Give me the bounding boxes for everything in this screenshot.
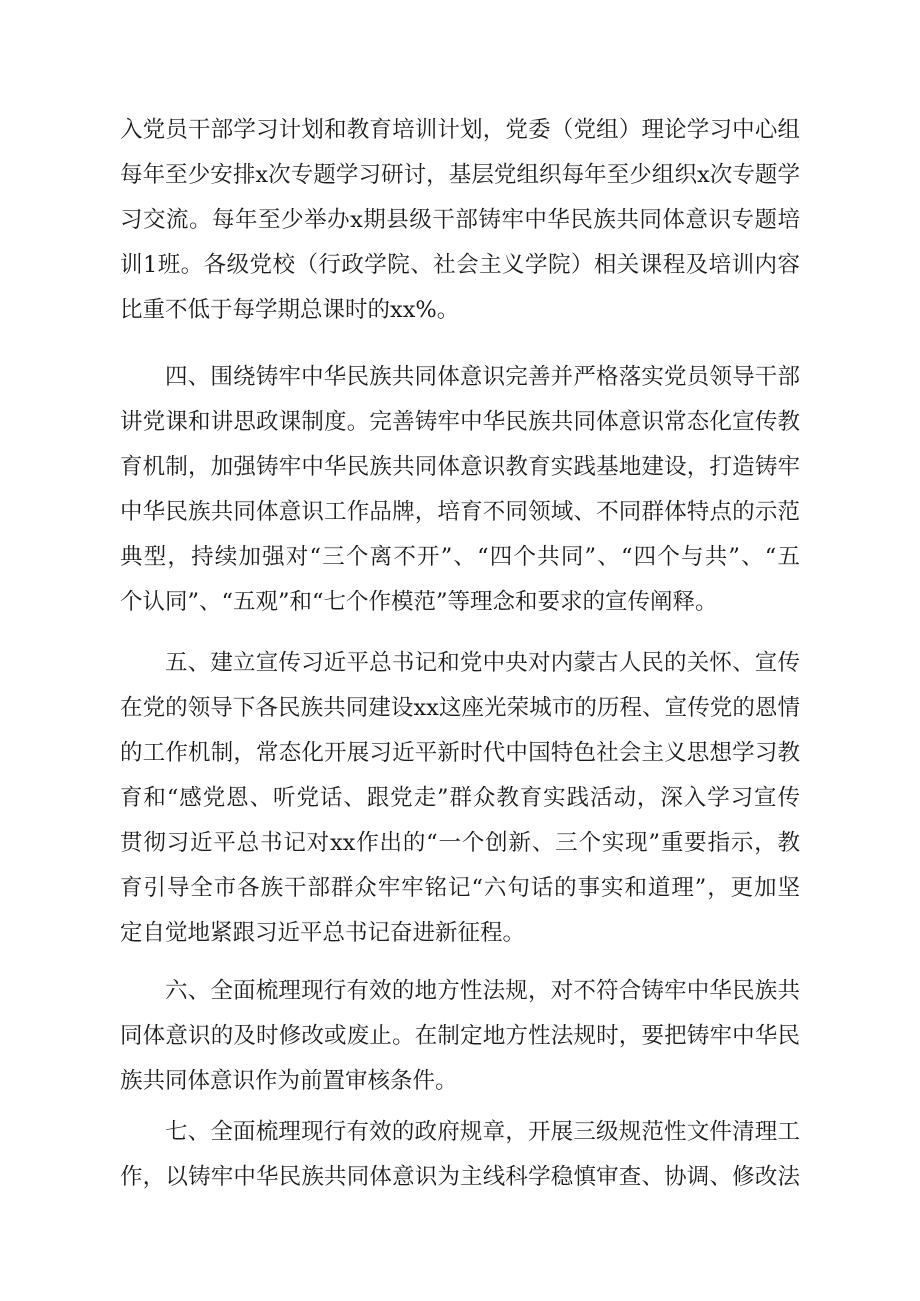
- text-line: 四、围绕铸牢中华民族共同体意识完善并严格落实党员领导干部: [165, 364, 800, 390]
- text-line: 每年至少安排x次专题学习研讨，基层党组织每年至少组织x次专题学: [120, 162, 800, 188]
- paragraph-6: [120, 969, 800, 1104]
- text-line: 族共同体意识作为前置审核条件。: [120, 1068, 458, 1094]
- text-line: 比重不低于每学期总课时的xx%。: [120, 297, 460, 323]
- paragraph-1: [120, 108, 800, 333]
- text-line: 训1班。各级党校（行政学院、社会主义学院）相关课程及培训内容: [120, 252, 800, 278]
- paragraph-4: [120, 355, 800, 625]
- text-line: 作，以铸牢中华民族共同体意识为主线科学稳慎审查、协调、修改法: [120, 1164, 800, 1190]
- text-line: 育引导全市各族干部群众牢牢铭记“六句话的事实和道理”，更加坚: [120, 875, 800, 901]
- paragraph-5: [120, 641, 800, 956]
- text-line: 的工作机制，常态化开展习近平新时代中国特色社会主义思想学习教: [120, 740, 800, 766]
- text-line: 贯彻习近平总书记对xx作出的“一个创新、三个实现”重要指示，教: [120, 830, 800, 856]
- text-line: 个认同”、“五观”和“七个作模范”等理念和要求的宣传阐释。: [120, 589, 718, 615]
- text-line: 五、建立宣传习近平总书记和党中央对内蒙古人民的关怀、宣传: [165, 650, 800, 676]
- text-line: 七、全面梳理现行有效的政府规章，开展三级规范性文件清理工: [165, 1119, 800, 1145]
- text-line: 入党员干部学习计划和教育培训计划，党委（党组）理论学习中心组: [120, 117, 800, 143]
- text-line: 育机制，加强铸牢中华民族共同体意识教育实践基地建设，打造铸牢: [120, 454, 800, 480]
- text-line: 中华民族共同体意识工作品牌，培育不同领域、不同群体特点的示范: [120, 499, 800, 525]
- text-line: 定自觉地紧跟习近平总书记奋进新征程。: [120, 920, 526, 946]
- text-line: 同体意识的及时修改或废止。在制定地方性法规时，要把铸牢中华民: [120, 1023, 800, 1049]
- text-line: 育和“感党恩、听党话、跟党走”群众教育实践活动，深入学习宣传: [120, 785, 800, 811]
- text-line: 在党的领导下各民族共同建设xx这座光荣城市的历程、宣传党的恩情: [120, 695, 800, 721]
- text-line: 六、全面梳理现行有效的地方性法规，对不符合铸牢中华民族共: [165, 978, 800, 1004]
- text-line: 典型，持续加强对“三个离不开”、“四个共同”、“四个与共”、“五: [120, 544, 800, 570]
- text-line: 讲党课和讲思政课制度。完善铸牢中华民族共同体意识常态化宣传教: [120, 409, 800, 435]
- paragraph-7: [120, 1110, 800, 1200]
- text-line: 习交流。每年至少举办x期县级干部铸牢中华民族共同体意识专题培: [120, 207, 800, 233]
